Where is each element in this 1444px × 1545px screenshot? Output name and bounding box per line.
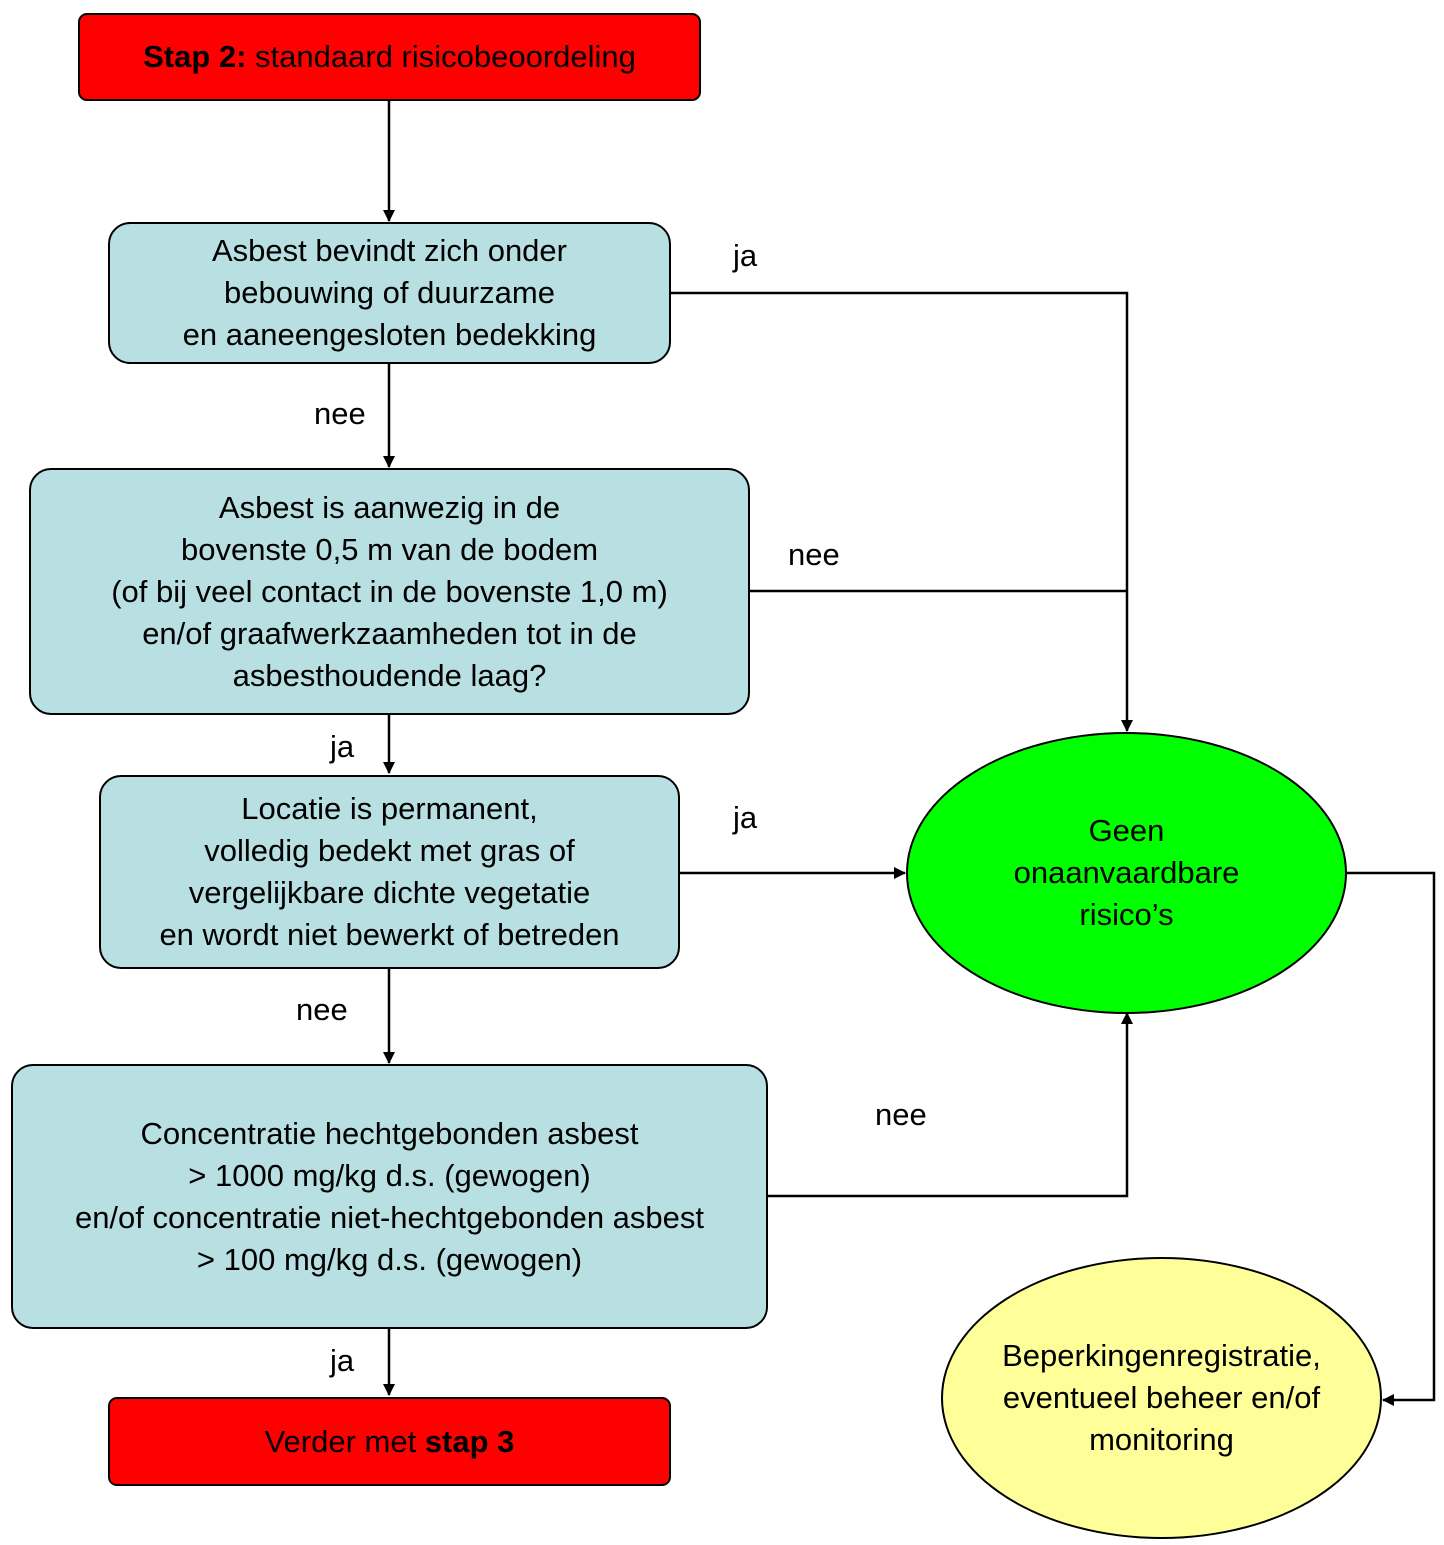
start-box bbox=[78, 13, 701, 101]
start-text: standaard risicobeoordeling bbox=[246, 39, 636, 74]
q2-line: en/of graafwerkzaamheden tot in de bbox=[142, 615, 637, 651]
monitoring-line: monitoring bbox=[1089, 1422, 1234, 1457]
end-bold: stap 3 bbox=[424, 1423, 515, 1459]
q2-line: (of bij veel contact in de bovenste 1,0 m) bbox=[111, 573, 668, 609]
q3-line: Locatie is permanent, bbox=[241, 791, 538, 826]
edge-label-q2-yes: ja bbox=[330, 729, 355, 764]
q4-line: Concentratie hechtgebonden asbest bbox=[140, 1115, 639, 1151]
monitoring-line: eventueel beheer en/of bbox=[1002, 1380, 1321, 1415]
arrow-q4-no-to-no-risk bbox=[767, 1013, 1127, 1196]
no-risk-line: Geen bbox=[1088, 813, 1165, 848]
q1-line: en aaneengesloten bedekking bbox=[182, 317, 597, 352]
q4-line: en/of concentratie niet-hechtgebonden asbest bbox=[74, 1199, 705, 1235]
end-text: Verder met bbox=[264, 1423, 425, 1459]
q3-line: vergelijkbare dichte vegetatie bbox=[188, 875, 591, 910]
q1-line: Asbest bevindt zich onder bbox=[212, 233, 567, 268]
edge-label-q1-no: nee bbox=[314, 396, 366, 431]
q2-line: bovenste 0,5 m van de bodem bbox=[180, 531, 599, 567]
no-risk-line: onaanvaardbare bbox=[1013, 855, 1240, 890]
monitoring-line: Beperkingenregistratie, bbox=[1002, 1338, 1321, 1373]
question-built-cover bbox=[108, 222, 671, 364]
edge-label-q1-yes: ja bbox=[733, 238, 758, 273]
start-bold: Stap 2: bbox=[143, 39, 247, 74]
q4-line: > 1000 mg/kg d.s. (gewogen) bbox=[188, 1157, 591, 1193]
arrow-no-risk-to-monitoring bbox=[1346, 873, 1434, 1400]
edge-label-q4-no: nee bbox=[875, 1097, 927, 1132]
question-vegetation bbox=[99, 775, 680, 969]
edge-label-q4-yes: ja bbox=[330, 1343, 355, 1378]
q1-line: bebouwing of duurzame bbox=[224, 275, 555, 310]
question-top-layer bbox=[29, 468, 750, 715]
edge-label-q3-yes: ja bbox=[733, 800, 758, 835]
monitoring-ellipse bbox=[941, 1257, 1382, 1539]
q3-line: volledig bedekt met gras of bbox=[204, 833, 575, 868]
q4-line: > 100 mg/kg d.s. (gewogen) bbox=[196, 1241, 583, 1277]
q2-line: Asbest is aanwezig in de bbox=[218, 489, 561, 525]
q3-line: en wordt niet bewerkt of betreden bbox=[159, 917, 620, 952]
edge-label-q2-no: nee bbox=[788, 537, 840, 572]
end-box bbox=[108, 1397, 671, 1486]
question-concentration bbox=[11, 1064, 768, 1329]
edge-label-q3-no: nee bbox=[296, 992, 348, 1027]
q2-line: asbesthoudende laag? bbox=[232, 657, 547, 693]
no-risk-ellipse bbox=[906, 732, 1347, 1014]
no-risk-line: risico’s bbox=[1079, 897, 1174, 932]
